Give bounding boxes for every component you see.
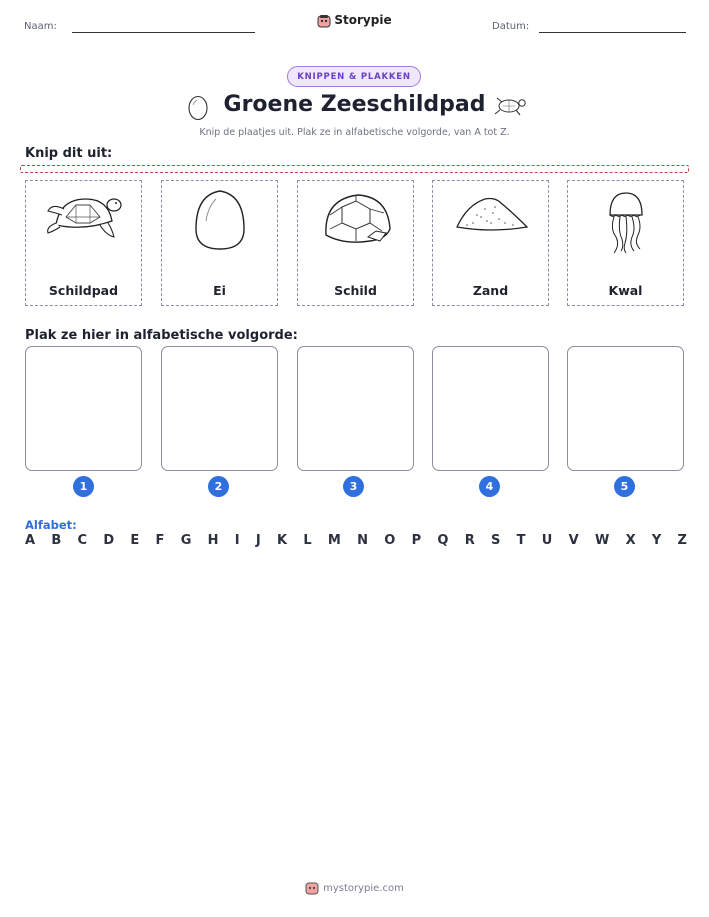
sand-pile-icon: [433, 187, 550, 247]
alphabet-letter: J: [255, 533, 261, 548]
alphabet-letter: P: [411, 533, 422, 548]
cut-card-ei[interactable]: [161, 180, 278, 306]
slot-number-badge: 4: [479, 476, 500, 497]
instructions: Knip de plaatjes uit. Plak ze in alfabetische volgorde, van A tot Z.: [199, 127, 510, 138]
turtle-icon: [26, 187, 143, 247]
paste-slot-1[interactable]: [25, 346, 142, 471]
card-label: Zand: [472, 283, 509, 298]
paste-slot-4[interactable]: [432, 346, 549, 471]
name-line: [72, 32, 255, 33]
alphabet-letter: V: [568, 533, 579, 548]
date-label: Datum:: [492, 21, 530, 32]
brand-name: Storypie: [334, 13, 392, 27]
alphabet-letter: Z: [677, 533, 687, 548]
alphabet-letter: L: [303, 533, 312, 548]
alphabet-letter: R: [464, 533, 475, 548]
alphabet-label: Alfabet:: [25, 518, 77, 532]
alphabet-letter: B: [51, 533, 62, 548]
alphabet-letter: W: [594, 533, 610, 548]
slot-number-badge: 5: [614, 476, 635, 497]
brand-logo: [0, 13, 709, 28]
card-label: Kwal: [608, 283, 643, 298]
alphabet-letter: H: [207, 533, 219, 548]
cut-card-zand[interactable]: [432, 180, 549, 306]
card-label: Ei: [213, 283, 226, 298]
alphabet-letter: T: [516, 533, 526, 548]
cut-card-schildpad[interactable]: [25, 180, 142, 306]
date-line: [539, 32, 686, 33]
turtle-icon: [494, 94, 528, 118]
paste-slot-5[interactable]: [567, 346, 684, 471]
alphabet-letter: Y: [651, 533, 662, 548]
slot-number-badge: 2: [208, 476, 229, 497]
alphabet-letter: S: [491, 533, 501, 548]
alphabet-letter: F: [155, 533, 165, 548]
cut-card-schild[interactable]: [297, 180, 414, 306]
jellyfish-icon: [568, 187, 685, 259]
alphabet-letter: X: [625, 533, 636, 548]
paste-heading: Plak ze hier in alfabetische volgorde:: [25, 328, 298, 343]
alphabet-letter: M: [327, 533, 341, 548]
footer: [0, 881, 709, 895]
footer-site[interactable]: mystorypie.com: [323, 883, 404, 894]
paste-slot-3[interactable]: [297, 346, 414, 471]
egg-icon: [162, 187, 279, 257]
alphabet-letter: A: [25, 533, 36, 548]
slot-number-badge: 3: [343, 476, 364, 497]
card-label: Schild: [334, 283, 377, 298]
alphabet-letter: K: [277, 533, 288, 548]
alphabet-row: [25, 533, 687, 548]
storypie-logo-icon: [317, 14, 331, 28]
alphabet-letter: I: [234, 533, 240, 548]
activity-tag: KNIPPEN & PLAKKEN: [287, 66, 421, 87]
alphabet-letter: N: [357, 533, 369, 548]
cut-card-kwal[interactable]: [567, 180, 684, 306]
storypie-logo-icon: [305, 881, 319, 895]
name-label: Naam:: [24, 21, 57, 32]
card-label: Schildpad: [48, 283, 119, 298]
cut-line: [20, 165, 689, 173]
alphabet-letter: G: [180, 533, 192, 548]
alphabet-letter: U: [541, 533, 553, 548]
slot-number-badge: 1: [73, 476, 94, 497]
shell-icon: [298, 187, 415, 257]
alphabet-letter: D: [103, 533, 115, 548]
page-title: Groene Zeeschildpad: [223, 92, 486, 117]
alphabet-letter: E: [130, 533, 140, 548]
alphabet-letter: C: [77, 533, 88, 548]
alphabet-letter: Q: [437, 533, 449, 548]
cut-heading: Knip dit uit:: [25, 146, 113, 161]
paste-slot-2[interactable]: [161, 346, 278, 471]
alphabet-letter: O: [384, 533, 396, 548]
